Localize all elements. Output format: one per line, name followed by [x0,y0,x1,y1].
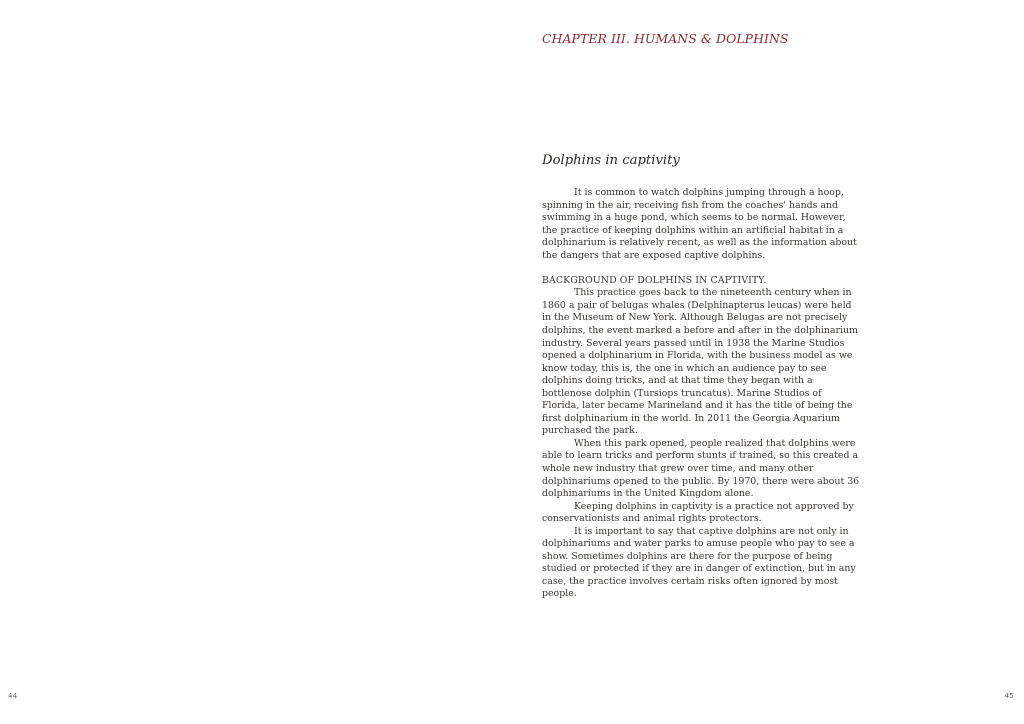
paragraph-risks: It is important to say that captive dolphins are not only in dolphinariums and water parks to amuse people who pay to see a show. Sometimes dolphins are there for the purpose of being studied or protected if they are in danger of extinction, but in any case, the practice involves certain risks often ignored by most people. [542,525,856,600]
paragraph-conservation: Keeping dolphins in captivity is a practice not approved by conservationists and animal rights protectors. [542,500,854,525]
paragraph-intro: It is common to watch dolphins jumping through a hoop, spinning in the air, receiving fish from the coaches' hands and swimming in a huge pond, which seems to be normal. However, the practice of keeping dolphins within an artificial habitat in a dolphinarium is relatively recent, as well as the information about the dangers that are exposed captive dolphins. [542,187,857,261]
paragraph-industry: When this park opened, people realized that dolphins were able to learn tricks and perform stunts if trained, so this created a whole new industry that grew over time, and many other dolphinariums opened to the public. By 1970, there were about 36 dolphinariums in the United Kingdom alone. [542,437,860,500]
paragraph-background: This practice goes back to the nineteenth century when in 1860 a pair of belugas whales (Delphinapterus leucas) were held in the Museum of New York. Although Belugas are not precisely dolphins, the event marked a before and after in the dolphinarium industry. Several years passed until in 1938 the Marine Studios opened a dolphinarium in Florida, with the business model as we know today, this is, the one in which an audience pay to see dolphins doing tricks, and at that time they began with a bottlenose dolphin (Tursiops truncatus). Marine Studios of Florida, later became Marineland and it has the title of being the first dolphinarium in the world. In 2011 the Georgia Aquarium purchased the park. [542,287,858,437]
left-page-number: 44 [8,692,18,700]
article-body [542,187,860,601]
right-page-number: 45 [1004,692,1014,700]
background-heading: BACKGROUND OF DOLPHINS IN CAPTIVITY. [542,274,767,286]
chapter-title: CHAPTER III. HUMANS & DOLPHINS [542,31,789,46]
right-page [512,0,1024,724]
section-heading: Dolphins in captivity [542,153,680,168]
